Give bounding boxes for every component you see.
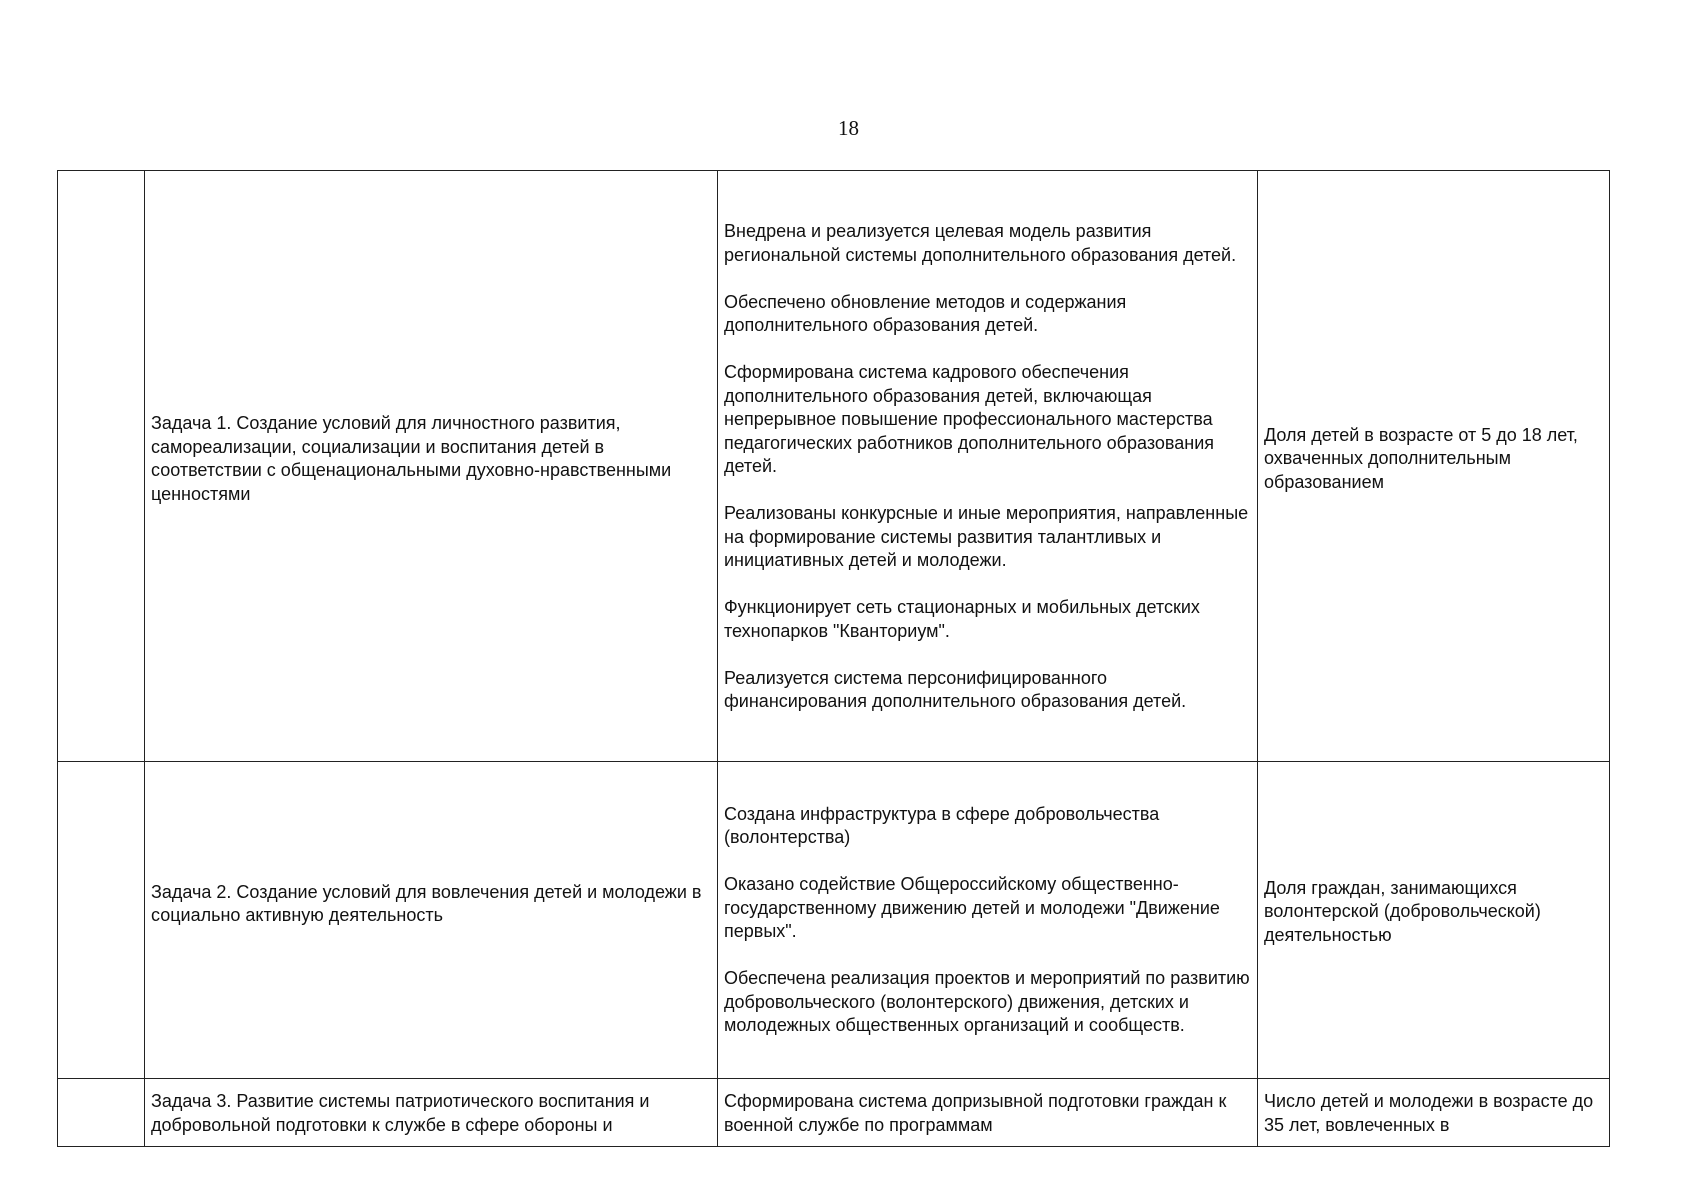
table-row — [58, 171, 1610, 762]
indicator-cell: Доля граждан, занимающихся волонтерской (добровольческой) деятельностью — [1258, 762, 1610, 1079]
result-item: Создана инфраструктура в сфере добровольчества (волонтерства) — [724, 803, 1160, 847]
result-item: Сформирована система кадрового обеспечения дополнительного образования детей, включающая непрерывное повышение профессионального мастерства педагогических работников дополнительного образования детей. — [724, 362, 1214, 477]
result-item: Реализованы конкурсные и иные мероприятия, направленные на формирование системы развития талантливых и инициативных детей и молодежи. — [724, 503, 1249, 571]
row-number-cell — [58, 762, 145, 1079]
results-cell — [718, 762, 1258, 1079]
indicator-cell: Доля детей в возрасте от 5 до 18 лет, охваченных дополнительным образованием — [1258, 171, 1610, 762]
page-number: 18 — [838, 116, 859, 140]
result-item: Обеспечена реализация проектов и мероприятий по развитию добровольческого (волонтерского) движения, детских и молодежных общественных организаций и сообществ. — [724, 968, 1250, 1035]
program-tasks-table — [57, 170, 1610, 1147]
table-row — [58, 762, 1610, 1079]
result-item: Внедрена и реализуется целевая модель развития региональной системы дополнительного образования детей. — [724, 221, 1237, 265]
results-cell — [718, 1079, 1258, 1147]
task-cell: Задача 1. Создание условий для личностного развития, самореализации, социализации и воспитания детей в соответствии с общенациональными духовно-нравственными ценностями — [145, 171, 718, 762]
table-row — [58, 1079, 1610, 1147]
indicator-cell: Число детей и молодежи в возрасте до 35 лет, вовлеченных в — [1258, 1079, 1610, 1147]
result-item: Оказано содействие Общероссийскому общественно-государственному движению детей и молодежи "Движение первых". — [724, 874, 1220, 941]
result-item: Реализуется система персонифицированного финансирования дополнительного образования детей. — [724, 667, 1187, 712]
row-number-cell — [58, 1079, 145, 1147]
result-item: Функционирует сеть стационарных и мобильных детских технопарков "Кванториум". — [724, 597, 1200, 641]
task-cell: Задача 3. Развитие системы патриотического воспитания и добровольной подготовки к службе в сфере обороны и — [145, 1079, 718, 1147]
results-cell — [718, 171, 1258, 762]
row-number-cell — [58, 171, 145, 762]
task-cell: Задача 2. Создание условий для вовлечения детей и молодежи в социально активную деятельность — [145, 762, 718, 1079]
result-item: Сформирована система допризывной подготовки граждан к военной службе по программам — [724, 1091, 1227, 1135]
result-item: Обеспечено обновление методов и содержания дополнительного образования детей. — [724, 291, 1127, 336]
